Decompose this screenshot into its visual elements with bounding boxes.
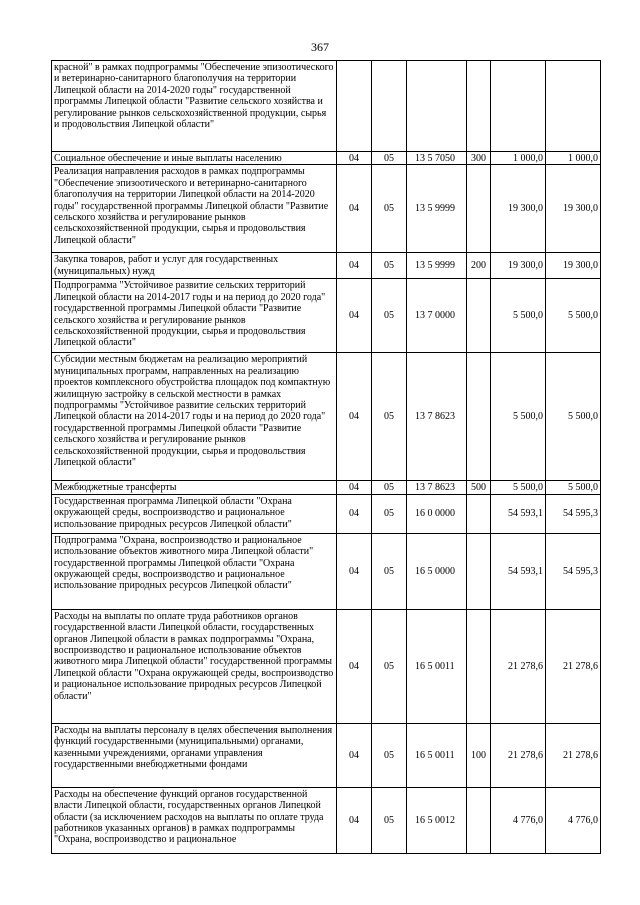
row-name: Государственная программа Липецкой области "Охрана окружающей среды, воспроизводство и рациональное использование природных ресурсов Липецкой области" [52,494,337,533]
row-sum-second: 54 595,3 [546,533,601,609]
row-sum-first: 5 500,0 [491,279,546,353]
row-sum-second: 5 500,0 [546,279,601,353]
row-subsection: 05 [372,723,407,787]
row-expense-type: 300 [467,152,491,165]
row-sum-second [546,61,601,152]
row-expense-type [467,279,491,353]
page-number: 367 [311,40,329,54]
row-target-article: 16 5 0011 [407,723,467,787]
table-row [52,787,601,853]
row-sum-second: 1 000,0 [546,152,601,165]
table-row [52,494,601,533]
row-target-article: 16 5 0011 [407,609,467,723]
table-row [52,481,601,494]
row-sum-first: 4 776,0 [491,787,546,853]
row-expense-type [467,353,491,481]
table-row [52,609,601,723]
row-name: Расходы на выплаты по оплате труда работников органов государственной власти Липецкой области, государственных органов Липецкой области в рамках подпрограммы "Охрана, воспроизводство и рациональное использование объектов животного мира Липецкой области" государственной программы Липецкой области "Охрана окружающей среды, воспроизводство и рациональное использование природных ресурсов Липецкой области" [52,609,337,723]
row-name: Расходы на обеспечение функций органов государственной власти Липецкой области, государственных органов Липецкой области (за исключением расходов на выплаты по оплате труда работников указанных органов) в рамках подпрограммы "Охрана, воспроизводство и рациональное [52,787,337,853]
row-sum-first [491,61,546,152]
row-target-article: 13 5 7050 [407,152,467,165]
row-expense-type: 200 [467,253,491,279]
row-expense-type [467,494,491,533]
table-row [52,152,601,165]
row-name: Расходы на выплаты персоналу в целях обеспечения выполнения функций государственными (муниципальными) органами, казенными учреждениями, органами управления государственными внебюджетными фондами [52,723,337,787]
row-section: 04 [337,494,372,533]
row-target-article: 13 7 8623 [407,481,467,494]
table-row [52,353,601,481]
row-sum-first: 21 278,6 [491,609,546,723]
row-name: Подпрограмма "Устойчивое развитие сельских территорий Липецкой области на 2014-2017 годы и на период до 2020 года" государственной программы Липецкой области "Развитие сельского хозяйства и регулирование рынков сельскохозяйственной продукции, сырья и продовольствия Липецкой области" [52,279,337,353]
row-section: 04 [337,723,372,787]
row-subsection: 05 [372,787,407,853]
row-target-article: 16 0 0000 [407,494,467,533]
row-section: 04 [337,481,372,494]
row-expense-type [467,533,491,609]
row-section: 04 [337,353,372,481]
row-subsection: 05 [372,353,407,481]
row-expense-type [467,787,491,853]
row-sum-first: 21 278,6 [491,723,546,787]
row-subsection: 05 [372,481,407,494]
table-row [52,165,601,253]
row-section: 04 [337,787,372,853]
row-section: 04 [337,152,372,165]
row-name: Межбюджетные трансферты [52,481,337,494]
row-name: Реализация направления расходов в рамках подпрограммы "Обеспечение эпизоотического и ветеринарно-санитарного благополучия на территории Липецкой области на 2014-2020 годы" государственной программы Липецкой области "Развитие сельского хозяйства и регулирование рынков сельскохозяйственной продукции, сырья и продовольствия Липецкой области" [52,165,337,253]
row-sum-second: 19 300,0 [546,165,601,253]
row-sum-second: 4 776,0 [546,787,601,853]
row-sum-second: 19 300,0 [546,253,601,279]
row-expense-type [467,61,491,152]
row-section: 04 [337,279,372,353]
table-row [52,723,601,787]
row-subsection: 05 [372,494,407,533]
row-target-article: 13 5 9999 [407,165,467,253]
row-sum-first: 5 500,0 [491,481,546,494]
row-target-article [407,61,467,152]
budget-table [51,60,601,854]
row-subsection: 05 [372,165,407,253]
row-target-article: 16 5 0012 [407,787,467,853]
table-row [52,279,601,353]
row-sum-first: 5 500,0 [491,353,546,481]
row-subsection: 05 [372,533,407,609]
row-subsection [372,61,407,152]
table-row [52,61,601,152]
row-subsection: 05 [372,152,407,165]
row-expense-type [467,609,491,723]
table-row [52,253,601,279]
row-expense-type: 500 [467,481,491,494]
row-sum-second: 21 278,6 [546,723,601,787]
row-sum-first: 54 593,1 [491,494,546,533]
row-target-article: 13 7 8623 [407,353,467,481]
row-section [337,61,372,152]
row-name: красной" в рамках подпрограммы "Обеспечение эпизоотического и ветеринарно-санитарного благополучия на территории Липецкой области на 2014-2020 годы" государственной программы Липецкой области "Развитие сельского хозяйства и регулирование рынков сельскохозяйственной продукции, сырья и продовольствия Липецкой области" [52,61,337,152]
row-sum-first: 54 593,1 [491,533,546,609]
row-sum-second: 21 278,6 [546,609,601,723]
table-row [52,533,601,609]
row-name: Закупка товаров, работ и услуг для государственных (муниципальных) нужд [52,253,337,279]
row-section: 04 [337,609,372,723]
row-section: 04 [337,253,372,279]
row-sum-first: 19 300,0 [491,253,546,279]
row-sum-second: 5 500,0 [546,353,601,481]
row-target-article: 13 5 9999 [407,253,467,279]
row-expense-type [467,165,491,253]
row-name: Подпрограмма "Охрана, воспроизводство и рациональное использование объектов животного мира Липецкой области" государственной программы Липецкой области "Охрана окружающей среды, воспроизводство и рациональное использование природных ресурсов Липецкой области" [52,533,337,609]
row-subsection: 05 [372,253,407,279]
row-sum-first: 1 000,0 [491,152,546,165]
row-subsection: 05 [372,609,407,723]
row-sum-first: 19 300,0 [491,165,546,253]
row-sum-second: 5 500,0 [546,481,601,494]
row-name: Субсидии местным бюджетам на реализацию мероприятий муниципальных программ, направленных на реализацию проектов комплексного обустройства площадок под компактную жилищную застройку в сельской местности в рамках подпрограммы "Устойчивое развитие сельских территорий Липецкой области на 2014-2017 годы и на период до 2020 года" государственной программы Липецкой области "Развитие сельского хозяйства и регулирование рынков сельскохозяйственной продукции, сырья и продовольствия Липецкой области" [52,353,337,481]
row-section: 04 [337,165,372,253]
row-name: Социальное обеспечение и иные выплаты населению [52,152,337,165]
row-expense-type: 100 [467,723,491,787]
row-target-article: 13 7 0000 [407,279,467,353]
row-sum-second: 54 595,3 [546,494,601,533]
row-section: 04 [337,533,372,609]
row-target-article: 16 5 0000 [407,533,467,609]
row-subsection: 05 [372,279,407,353]
